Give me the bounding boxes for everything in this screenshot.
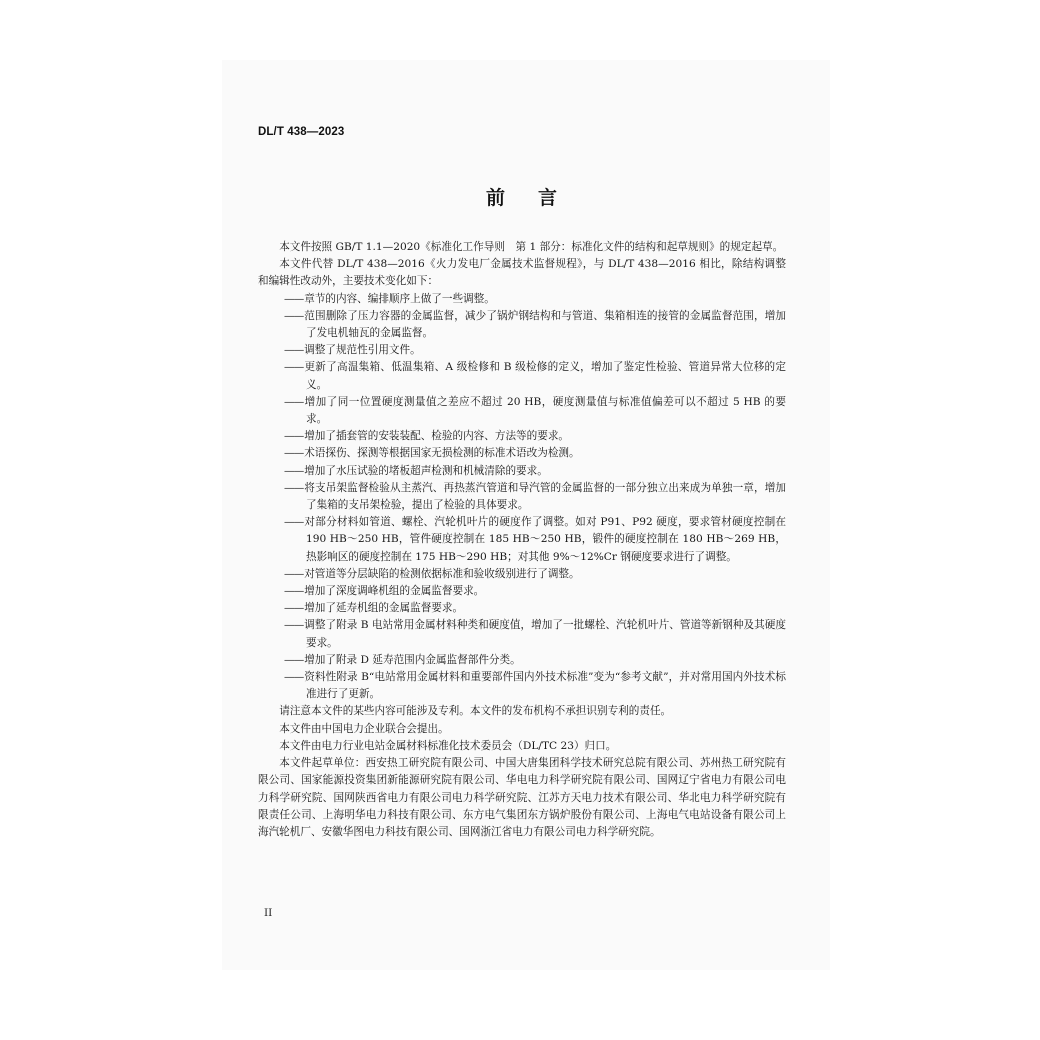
list-item (258, 445, 786, 462)
intro-paragraph: 本文件按照 GB/T 1.1—2020《标准化工作导则 第 1 部分：标准化文件的结构和起草规则》的规定起草。 (279, 241, 784, 253)
list-item-text: 对部分材料如管道、螺栓、汽轮机叶片的硬度作了调整。如对 P91、P92 硬度，要求管材硬度控制在 190 HB～250 HB，管件硬度控制在 185 HB～250 HB，锻件的硬度控制在 180 HB～269 HB，热影响区的硬度控制在 175 HB～290 HB；对其他 9%～12%Cr 钢硬度要求进行了调整。 (304, 516, 786, 563)
dash-bullet: —— (284, 585, 304, 598)
dash-bullet: —— (284, 292, 304, 305)
dash-bullet: —— (284, 481, 304, 494)
list-item-text: 术语探伤、探测等根据国家无损检测的标准术语改为检测。 (304, 447, 580, 460)
list-item (258, 291, 786, 308)
list-item (258, 652, 786, 669)
list-item-text: 对管道等分层缺陷的检测依据标准和验收级别进行了调整。 (304, 567, 580, 580)
list-item-text: 调整了附录 B 电站常用金属材料种类和硬度值，增加了一批螺栓、汽轮机叶片、管道等新钢种及其硬度要求。 (304, 619, 786, 649)
list-item (258, 342, 786, 359)
drafting-units: 本文件起草单位：西安热工研究院有限公司、中国大唐集团科学技术研究总院有限公司、苏州热工研究院有限公司、国家能源投资集团新能源研究院有限公司、华电电力科学研究院有限公司、国网辽宁省电力有限公司电力科学研究院、国网陕西省电力有限公司电力科学研究院、江苏方天电力技术有限公司、华北电力科学研究院有限责任公司、上海明华电力科技有限公司、东方电气集团东方锅炉股份有限公司、上海电气电站设备有限公司上海汽轮机厂、安徽华图电力科技有限公司、国网浙江省电力有限公司电力科学研究院。 (258, 757, 786, 838)
list-item-text: 更新了高温集箱、低温集箱、A 级检修和 B 级检修的定义，增加了鉴定性检验、管道异常大位移的定义。 (304, 361, 786, 391)
dash-bullet: —— (284, 395, 304, 408)
list-item (258, 617, 786, 651)
dash-bullet: —— (284, 309, 304, 322)
list-item (258, 308, 786, 342)
committee-statement: 本文件由电力行业电站金属材料标准化技术委员会（DL/TC 23）归口。 (279, 739, 617, 752)
dash-bullet: —— (284, 671, 304, 684)
page-number: II (264, 907, 273, 919)
proposer-statement: 本文件由中国电力企业联合会提出。 (279, 722, 449, 735)
list-item-text: 将支吊架监督检验从主蒸汽、再热蒸汽管道和导汽管的金属监督的一部分独立出来成为单独一章，增加了集箱的支吊架检验，提出了检验的具体要求。 (304, 481, 786, 512)
dash-bullet: —— (284, 619, 304, 632)
list-item (258, 583, 786, 600)
document-code: DL/T 438—2023 (258, 126, 345, 138)
dash-bullet: —— (284, 602, 304, 615)
list-item-text: 增加了水压试验的堵板超声检测和机械清除的要求。 (304, 464, 548, 477)
list-item (258, 600, 786, 617)
list-item (258, 669, 786, 703)
dash-bullet: —— (284, 567, 304, 580)
dash-bullet: —— (284, 344, 304, 357)
list-item-text: 调整了规范性引用文件。 (304, 344, 421, 357)
change-list (258, 291, 786, 704)
dash-bullet: —— (284, 430, 304, 443)
list-item (258, 428, 786, 445)
list-item-text: 增加了深度调峰机组的金属监督要求。 (304, 585, 485, 598)
dash-bullet: —— (284, 361, 304, 374)
list-item (258, 394, 786, 428)
dash-bullet: —— (284, 464, 304, 477)
list-item-text: 范围删除了压力容器的金属监督，减少了锅炉钢结构和与管道、集箱相连的接管的金属监督范围，增加了发电机轴瓦的金属监督。 (304, 309, 786, 340)
list-item (258, 566, 786, 583)
list-item (258, 480, 786, 514)
list-item (258, 463, 786, 480)
intro-paragraph: 本文件代替 DL/T 438—2016《火力发电厂金属技术监督规程》，与 DL/T 438—2016 相比，除结构调整和编辑性改动外，主要技术变化如下： (258, 258, 786, 288)
list-item-text: 增加了同一位置硬度测量值之差应不超过 20 HB，硬度测量值与标准值偏差可以不超过 5 HB 的要求。 (304, 395, 786, 426)
list-item-text: 增加了延寿机组的金属监督要求。 (304, 602, 464, 615)
dash-bullet: —— (284, 653, 304, 666)
list-item-text: 增加了附录 D 延寿范围内金属监督部件分类。 (304, 653, 521, 666)
list-item (258, 359, 786, 393)
dash-bullet: —— (284, 447, 304, 460)
dash-bullet: —— (284, 516, 304, 529)
patent-notice: 请注意本文件的某些内容可能涉及专利。本文件的发布机构不承担识别专利的责任。 (279, 705, 672, 718)
list-item-text: 资料性附录 B“电站常用金属材料和重要部件国内外技术标准”变为“参考文献”，并对常用国内外技术标准进行了更新。 (304, 671, 786, 701)
foreword-body (258, 239, 786, 841)
list-item-text: 增加了插套管的安装装配、检验的内容、方法等的要求。 (304, 430, 570, 443)
list-item-text: 章节的内容、编排顺序上做了一些调整。 (304, 292, 495, 305)
list-item (258, 514, 786, 566)
page-title: 前言 (486, 187, 591, 209)
